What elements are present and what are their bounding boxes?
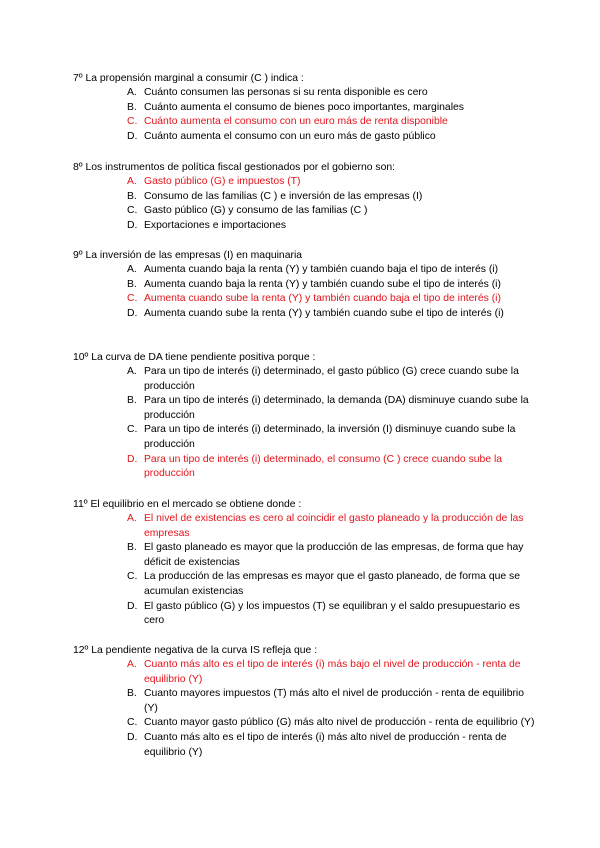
option-letter: B.: [127, 278, 137, 290]
option-a: [73, 86, 553, 101]
option-b: [73, 687, 553, 716]
question-stem: 7º La propensión marginal a consumir (C ) indica :: [73, 73, 304, 84]
option-letter: D.: [127, 453, 138, 465]
option-letter: D.: [127, 600, 138, 612]
option-text: Cuánto aumenta el consumo de bienes poco importantes, marginales: [144, 101, 464, 113]
option-text: La producción de las empresas es mayor que el gasto planeado, de forma que se acumulan existencias: [144, 571, 521, 597]
question-8: [73, 160, 553, 233]
option-list: [73, 512, 553, 629]
option-letter: D.: [127, 307, 138, 319]
option-letter: A.: [127, 513, 137, 524]
option-a-correct: [73, 175, 553, 190]
option-text: Cuánto consumen las personas si su renta disponible es cero: [144, 87, 428, 98]
option-text: El gasto planeado es mayor que la producción de las empresas, de forma que hay déficit de existencias: [144, 542, 524, 568]
option-letter: B.: [127, 542, 137, 554]
option-text: Aumenta cuando sube la renta (Y) y también cuando sube el tipo de interés (i): [144, 307, 504, 319]
option-list: [73, 86, 553, 144]
option-d: [73, 130, 553, 145]
option-text: Cuanto más alto es el tipo de interés (i) más bajo el nivel de producción - renta de equilibrio (Y): [144, 659, 521, 685]
option-letter: B.: [127, 688, 137, 700]
option-list: [73, 658, 553, 760]
option-b: [73, 190, 553, 205]
option-text: Para un tipo de interés (i) determinado, el consumo (C ) crece cuando sube la producción: [144, 453, 503, 480]
option-letter: A.: [127, 366, 137, 377]
option-c: [73, 716, 553, 731]
option-letter: B.: [127, 101, 137, 113]
option-b: [73, 278, 553, 293]
option-letter: A.: [127, 264, 137, 275]
option-letter: A.: [127, 87, 137, 98]
question-stem: 12º La pendiente negativa de la curva IS refleja que :: [73, 645, 318, 656]
option-list: [73, 263, 553, 321]
option-d: [73, 600, 553, 629]
option-text: Cuánto aumenta el consumo con un euro más de gasto público: [144, 130, 436, 142]
option-b: [73, 394, 553, 423]
option-text: Para un tipo de interés (i) determinado, la inversión (I) disminuye cuando sube la producción: [144, 424, 516, 450]
question-10: [73, 350, 553, 482]
option-text: Cuánto aumenta el consumo con un euro más de renta disponible: [144, 116, 448, 128]
option-letter: C.: [127, 424, 138, 436]
option-d: [73, 731, 553, 760]
option-text: El nivel de existencias es cero al coincidir el gasto planeado y la producción de las empresas: [144, 513, 524, 539]
option-a: [73, 365, 553, 394]
option-text: Aumenta cuando baja la renta (Y) y también cuando baja el tipo de interés (i): [144, 264, 499, 275]
question-11: [73, 497, 553, 629]
option-text: El gasto público (G) y los impuestos (T) se equilibran y el saldo presupuestario es cero: [144, 600, 520, 627]
option-text: Para un tipo de interés (i) determinado, la demanda (DA) disminuye cuando sube la producción: [144, 395, 529, 421]
option-letter: B.: [127, 190, 137, 202]
option-d: [73, 219, 553, 234]
question-12: [73, 643, 553, 760]
option-a-correct: [73, 512, 553, 541]
option-text: Consumo de las familias (C ) e inversión de las empresas (I): [144, 190, 423, 202]
option-a: [73, 263, 553, 278]
option-list: [73, 365, 553, 482]
option-letter: D.: [127, 219, 138, 231]
option-b: [73, 101, 553, 116]
option-letter: C.: [127, 717, 138, 729]
question-7: [73, 71, 553, 144]
question-9: [73, 248, 553, 321]
option-letter: D.: [127, 731, 138, 743]
option-text: Cuanto mayores impuestos (T) más alto el nivel de producción - renta de equilibrio (Y): [144, 688, 525, 714]
question-stem: 9º La inversión de las empresas (I) en maquinaria: [73, 250, 303, 261]
option-letter: A.: [127, 176, 137, 187]
option-c-correct: [73, 292, 553, 307]
option-d-correct: [73, 453, 553, 482]
option-text: Cuanto más alto es el tipo de interés (i) más alto nivel de producción - renta de equilibrio (Y): [144, 731, 507, 758]
option-text: Cuanto mayor gasto público (G) más alto nivel de producción - renta de equilibrio (Y): [144, 717, 535, 729]
option-text: Para un tipo de interés (i) determinado, el gasto público (G) crece cuando sube la producción: [144, 366, 519, 392]
option-text: Aumenta cuando baja la renta (Y) y también cuando sube el tipo de interés (i): [144, 278, 501, 290]
option-c: [73, 570, 553, 599]
option-letter: B.: [127, 395, 137, 407]
option-c: [73, 204, 553, 219]
question-stem: 11º El equilibrio en el mercado se obtiene donde :: [73, 499, 302, 510]
question-stem: 10º La curva de DA tiene pendiente positiva porque :: [73, 352, 316, 363]
option-letter: C.: [127, 571, 138, 583]
option-list: [73, 175, 553, 233]
option-d: [73, 307, 553, 322]
option-text: Gasto público (G) e impuestos (T): [144, 176, 301, 187]
question-stem: 8º Los instrumentos de política fiscal gestionados por el gobierno son:: [73, 162, 396, 173]
option-c: [73, 423, 553, 452]
option-letter: C.: [127, 116, 138, 128]
option-letter: C.: [127, 205, 138, 217]
option-letter: A.: [127, 659, 137, 670]
option-text: Aumenta cuando sube la renta (Y) y también cuando baja el tipo de interés (i): [144, 293, 501, 305]
option-b: [73, 541, 553, 570]
option-c-correct: [73, 115, 553, 130]
option-text: Exportaciones e importaciones: [144, 219, 287, 231]
option-letter: D.: [127, 130, 138, 142]
option-a-correct: [73, 658, 553, 687]
option-letter: C.: [127, 293, 138, 305]
option-text: Gasto público (G) y consumo de las familias (C ): [144, 205, 368, 217]
